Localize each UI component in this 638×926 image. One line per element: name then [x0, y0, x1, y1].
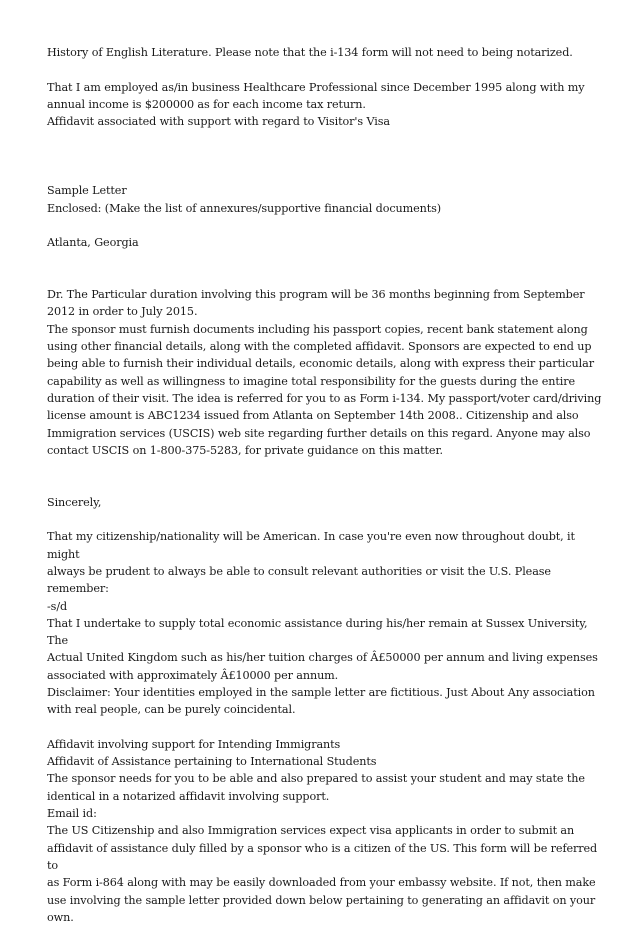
paragraph-intro-notarized: History of English Literature. Please note that the i-134 form will not need to being notarized.	[47, 46, 573, 59]
paragraph-employment: That I am employed as/in business Healthcare Professional since December 1995 along with my annual income is $200000 as for each income tax return. Affidavit associated with support with regard to Visitor's Visa	[47, 80, 585, 129]
blank-line	[47, 511, 607, 528]
blank-line	[47, 148, 607, 165]
blank-line	[47, 269, 607, 286]
paragraph-affidavit-support: Affidavit involving support for Intending Immigrants Affidavit of Assistance pertaining to International Students The sponsor needs for you to be able and also prepared to assist your student and may state the identical in a notarized affidavit involving support. Email id: The US Citizenship and also Immigration services expect visa applicants in order to submit an affidavit of assistance duly filled by a sponsor who is a citizen of the US. This form will be referred to as Form i-864 along with may be easily downloaded from your embassy website. If not, then make use involving the sample letter provided down below pertaining to generating an affidavit on your own.	[47, 737, 598, 924]
blank-line	[47, 165, 607, 182]
blank-line	[47, 61, 607, 78]
blank-line	[47, 719, 607, 736]
blank-line	[47, 476, 607, 493]
blank-line	[47, 130, 607, 147]
paragraph-program-duration: Dr. The Particular duration involving this program will be 36 months beginning from September 2012 in order to July 2015. The sponsor must furnish documents including his passport copies, recent bank statement along using other financial details, along with the completed affidavit. Sponsors are expected to end up being able to furnish their individual details, economic details, along with express their particular capability as well as willingness to imagine total responsibility for the guests during the entire duration of their visit. The idea is referred for you to as Form i-134. My passport/voter card/driving license amount is ABC1234 issued from Atlanta on September 14th 2008.. Citizenship and also Immigration services (USCIS) web site regarding further details on this regard. Anyone may also contact USCIS on 1-800-375-5283, for private guidance on this matter.	[47, 288, 602, 457]
paragraph-location: Atlanta, Georgia	[47, 236, 139, 250]
paragraph-sincerely: Sincerely,	[47, 495, 102, 509]
paragraph-sample-letter: Sample Letter Enclosed: (Make the list of annexures/supportive financial documents)	[47, 184, 442, 215]
document-page	[47, 44, 607, 926]
blank-line	[47, 252, 607, 269]
blank-line	[47, 459, 607, 476]
paragraph-citizenship: That my citizenship/nationality will be American. In case you're even now throughout doubt, it might always be prudent to always be able to consult relevant authorities or visit the U.S. Please remember: -s/d That I undertake to supply total economic assistance during his/her remain at Sussex University, The Actual United Kingdom such as his/her tuition charges of Â£50000 per annum and living expenses associated with approximately Â£10000 per annum. Disclaimer: Your identities employed in the sample letter are fictitious. Just About Any association with real people, can be purely coincidental.	[47, 530, 598, 717]
blank-line	[47, 217, 607, 234]
